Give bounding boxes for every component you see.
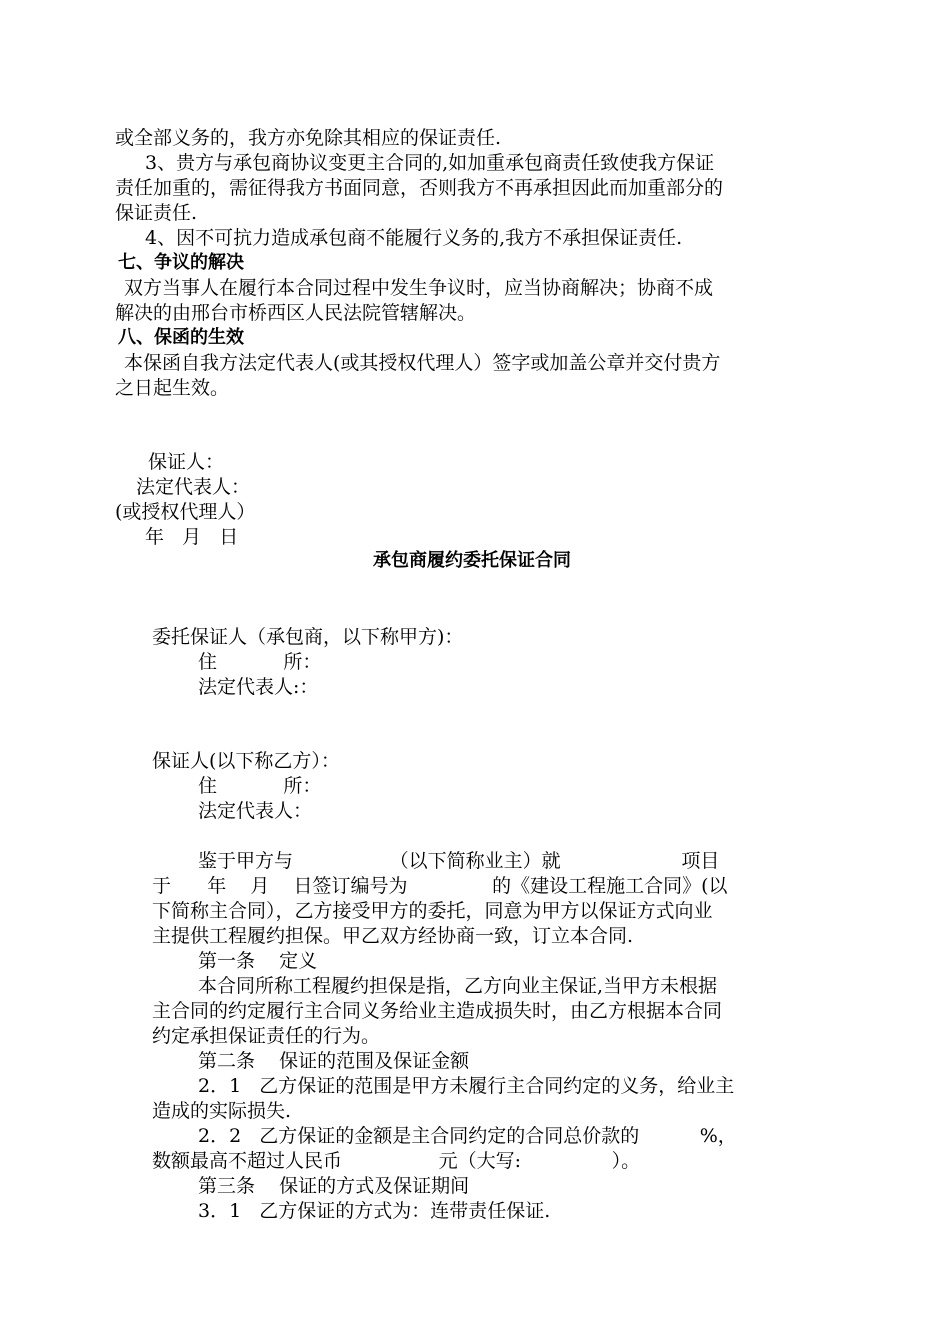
text-line: 本合同所称工程履约担保是指，乙方向业主保证,当甲方未根据: [198, 975, 718, 997]
signature-legal-rep: 法定代表人：: [136, 476, 251, 498]
text-line: 法定代表人：: [198, 800, 313, 822]
text-line: 造成的实际损失.: [152, 1100, 292, 1122]
article-heading: 第二条 保证的范围及保证金额: [198, 1050, 470, 1072]
text-line: 双方当事人在履行本合同过程中发生争议时，应当协商解决；协商不成: [124, 277, 714, 299]
section-heading: 八、保函的生效: [118, 327, 244, 348]
text-line: 住 所：: [198, 775, 322, 797]
section-heading: 七、争议的解决: [118, 252, 244, 273]
text-line: 鉴于甲方与 （以下简称业主）就 项目: [198, 850, 720, 872]
text-line: 约定承担保证责任的行为。: [152, 1025, 381, 1047]
signature-agent: (或授权代理人）: [115, 501, 256, 523]
text-line: 主提供工程履约担保。甲乙双方经协商一致，订立本合同.: [152, 925, 634, 947]
text-line: 之日起生效。: [115, 377, 230, 399]
text-line: 责任加重的，需征得我方书面同意，否则我方不再承担因此而加重部分的: [115, 177, 724, 199]
text-line: 法定代表人:：: [198, 676, 319, 698]
article-heading: 第一条 定义: [198, 950, 318, 972]
text-line: 委托保证人（承包商，以下称甲方)：: [152, 626, 464, 648]
article-heading: 第三条 保证的方式及保证期间: [198, 1175, 470, 1197]
text-line: 主合同的约定履行主合同义务给业主造成损失时，由乙方根据本合同: [152, 1000, 723, 1022]
text-line: 住 所：: [198, 651, 322, 673]
text-line: 2．2 乙方保证的金额是主合同约定的合同总价款的 %，: [198, 1125, 737, 1147]
text-line: 2．1 乙方保证的范围是甲方未履行主合同约定的义务，给业主: [198, 1075, 735, 1097]
text-line: 于 年 月 日签订编号为 的《建设工程施工合同》(以: [152, 875, 728, 897]
text-line: 数额最高不超过人民币 元（大写: ）。: [152, 1150, 641, 1172]
signature-date: 年 月 日: [145, 526, 239, 548]
text-line: 保证责任.: [115, 202, 198, 224]
text-line: 下简称主合同），乙方接受甲方的委托，同意为甲方以保证方式向业: [152, 900, 713, 922]
contract-title: 承包商履约委托保证合同: [373, 550, 571, 571]
signature-guarantor: 保证人：: [148, 451, 225, 473]
text-line: 3．1 乙方保证的方式为：连带责任保证.: [198, 1200, 551, 1222]
text-line: 本保函自我方法定代表人(或其授权代理人）签字或加盖公章并交付贵方: [124, 352, 721, 374]
text-line: 4、因不可抗力造成承包商不能履行义务的,我方不承担保证责任.: [145, 227, 683, 249]
text-line: 保证人(以下称乙方）：: [152, 750, 340, 772]
text-line: 或全部义务的，我方亦免除其相应的保证责任.: [115, 127, 502, 149]
text-line: 3、贵方与承包商协议变更主合同的,如加重承包商责任致使我方保证: [145, 152, 715, 174]
text-line: 解决的由邢台市桥西区人民法院管辖解决。: [115, 302, 477, 324]
